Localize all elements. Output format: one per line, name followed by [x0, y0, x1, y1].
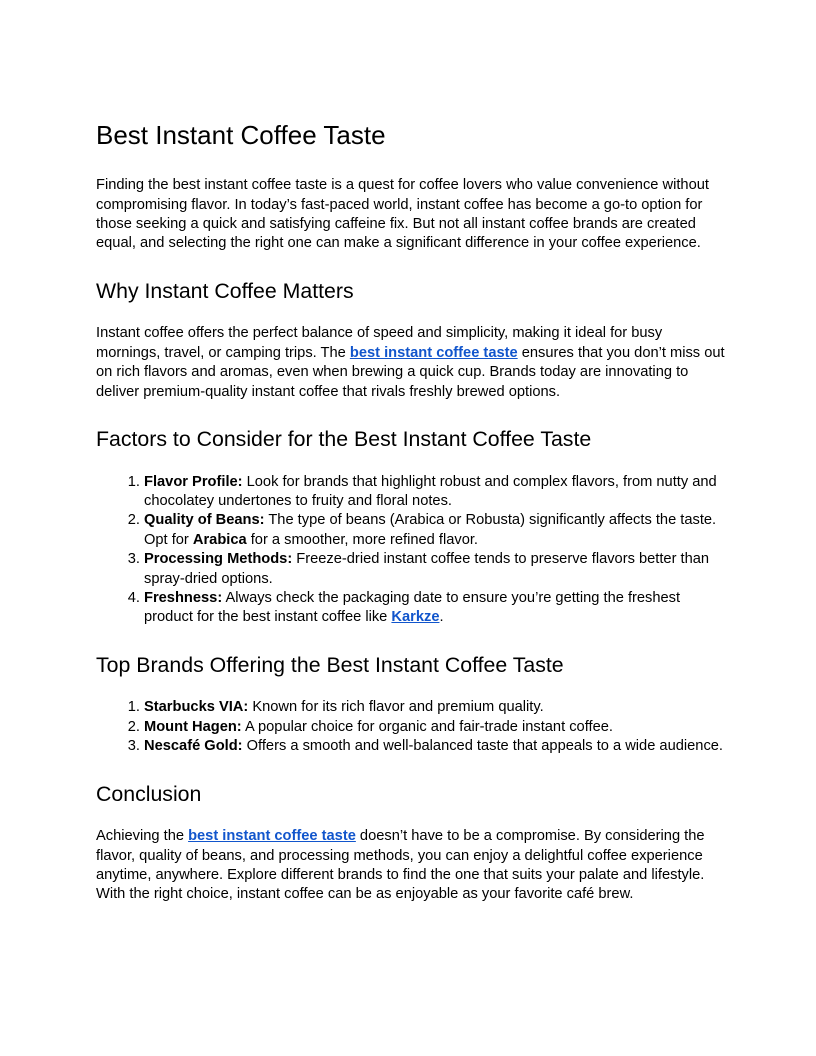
- brands-heading: Top Brands Offering the Best Instant Coffee Taste: [96, 652, 564, 677]
- karkze-link[interactable]: Karkze: [391, 609, 440, 626]
- factor-text: Look for brands that highlight robust and complex flavors, from nutty and chocolatey undertones to fruity and floral notes.: [144, 473, 717, 509]
- factor-label: Processing Methods:: [144, 551, 293, 568]
- factor-text: Freeze-dried instant coffee tends to preserve flavors better than spray-dried options.: [144, 551, 710, 587]
- brand-label: Starbucks VIA:: [144, 699, 249, 716]
- factor-text-end: .: [439, 609, 444, 626]
- best-instant-coffee-taste-link[interactable]: best instant coffee taste: [349, 344, 518, 361]
- list-item: [144, 550, 726, 589]
- factors-list: [96, 473, 726, 628]
- why-paragraph: [96, 324, 726, 402]
- factor-bold-term: Arabica: [192, 531, 247, 548]
- intro-paragraph: Finding the best instant coffee taste is a quest for coffee lovers who value convenience without compromising flavor. In today’s fast-paced world, instant coffee has become a go-to option for those seeking a quick and satisfying caffeine fix. But not all instant coffee brands are created equal, and selecting the right one can make a significant difference in your coffee experience.: [96, 177, 709, 252]
- document-page: [96, 120, 726, 905]
- factors-heading: Factors to Consider for the Best Instant Coffee Taste: [96, 426, 592, 451]
- conclusion-text-after-link: doesn’t have to be a compromise. By considering the flavor, quality of beans, and processing methods, you can enjoy a delightful coffee experience anytime, anywhere. Explore different brands to find the one that suits your palate and lifestyle. With the right choice, instant coffee can be as enjoyable as your favorite café brew.: [96, 828, 705, 903]
- list-item: [144, 589, 726, 628]
- conclusion-paragraph: [96, 827, 726, 905]
- list-item: [144, 473, 726, 512]
- factor-label: Flavor Profile:: [144, 473, 243, 490]
- why-text-after-link: ensures that you don’t miss out on rich flavors and aromas, even when brewing a quick cup. Brands today are innovating to deliver premium-quality instant coffee that rivals freshly brewed options.: [96, 344, 725, 400]
- brand-text: A popular choice for organic and fair-trade instant coffee.: [241, 718, 613, 735]
- list-item: [144, 737, 726, 756]
- brand-text: Known for its rich flavor and premium quality.: [248, 699, 544, 716]
- conclusion-text-before-link: Achieving the: [96, 828, 189, 845]
- best-instant-coffee-taste-link[interactable]: best instant coffee taste: [188, 828, 356, 845]
- brands-list: [96, 698, 726, 756]
- factor-text: The type of beans (Arabica or Robusta) significantly affects the taste. Opt for: [144, 512, 717, 548]
- factor-text-end: for a smoother, more refined flavor.: [246, 531, 479, 548]
- factor-text: Always check the packaging date to ensure you’re getting the freshest product for the best instant coffee like: [144, 589, 681, 626]
- conclusion-heading: Conclusion: [96, 781, 202, 806]
- brand-label: Mount Hagen:: [144, 718, 242, 735]
- brand-label: Nescafé Gold:: [144, 738, 243, 755]
- brand-text: Offers a smooth and well-balanced taste that appeals to a wide audience.: [242, 738, 723, 755]
- why-heading: Why Instant Coffee Matters: [96, 278, 354, 303]
- list-item: [144, 698, 726, 717]
- list-item: [144, 718, 726, 737]
- factor-label: Quality of Beans:: [144, 512, 265, 529]
- factor-label: Freshness:: [144, 589, 223, 606]
- list-item: [144, 511, 726, 550]
- page-title: Best Instant Coffee Taste: [96, 120, 386, 150]
- why-text-before-link: Instant coffee offers the perfect balance of speed and simplicity, making it ideal for busy mornings, travel, or camping trips. The: [96, 325, 663, 361]
